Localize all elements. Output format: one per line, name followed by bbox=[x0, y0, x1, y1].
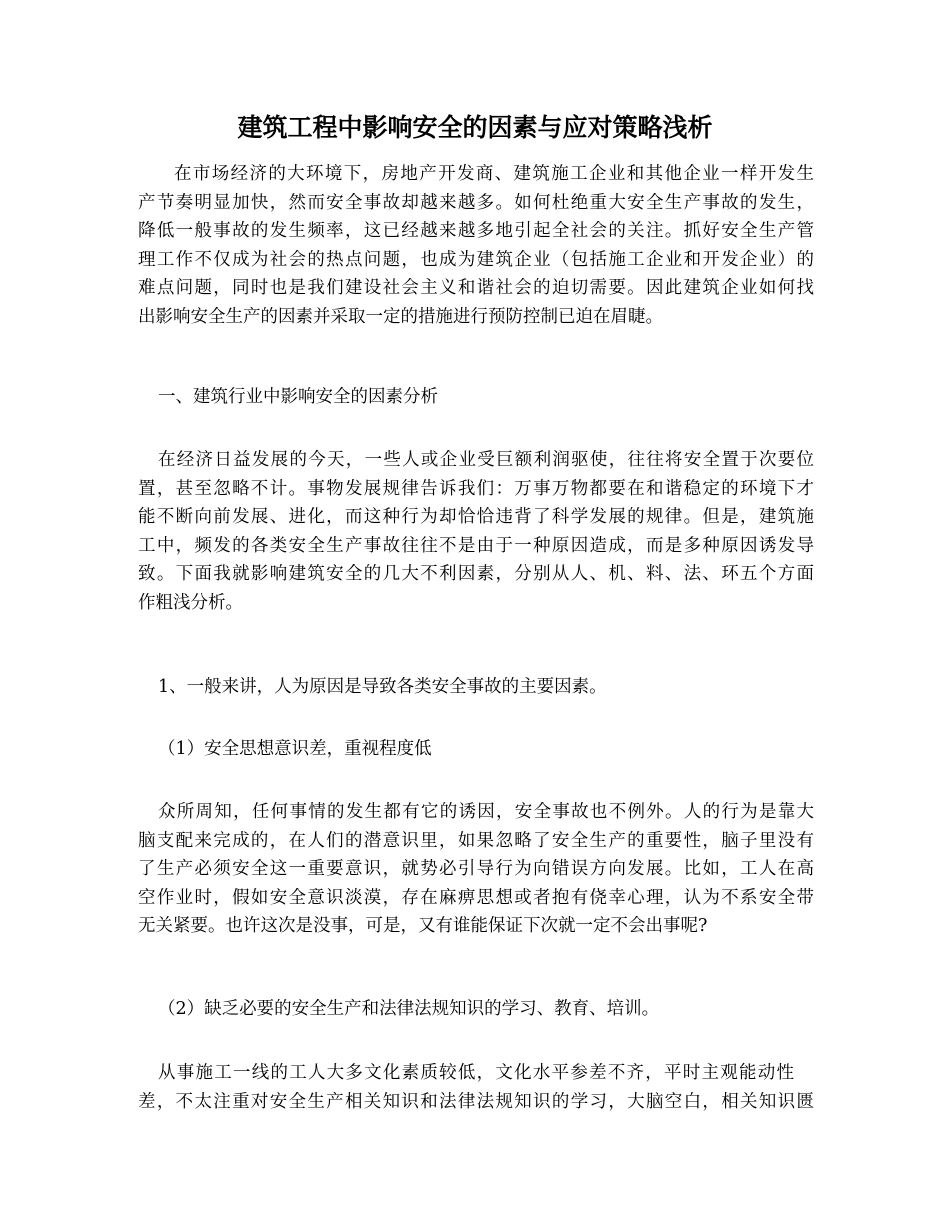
section1-line-5: 致。下面我就影响建筑安全的几大不利因素，分别从人、机、料、法、环五个方面 bbox=[138, 564, 814, 584]
section1-line-6: 作粗浅分析。 bbox=[138, 592, 243, 613]
subheading-2: （2）缺乏必要的安全生产和法律法规知识的学习、教育、培训。 bbox=[158, 999, 660, 1019]
sub1-line-4: 空作业时，假如安全意识淡漠，存在麻痹思想或者抱有侥幸心理，认为不系安全带 bbox=[138, 887, 814, 908]
section1-paragraph bbox=[138, 446, 814, 617]
sub1-line-5: 无关紧要。也许这次是没事，可是，又有谁能保证下次就一定不会出事呢? bbox=[138, 916, 708, 936]
intro-line-6: 出影响安全生产的因素并采取一定的措施进行预防控制已迫在眉睫。 bbox=[138, 306, 663, 327]
section1-line-3: 能不断向前发展、进化，而这种行为却恰恰违背了科学发展的规律。但是，建筑施 bbox=[138, 507, 814, 527]
sub1-line-2: 脑支配来完成的，在人们的潜意识里，如果忽略了安全生产的重要性，脑子里没有 bbox=[138, 830, 814, 851]
point-heading-1: 1、一般来讲，人为原因是导致各类安全事故的主要因素。 bbox=[158, 677, 607, 697]
section1-line-2: 置，甚至忽略不计。事物发展规律告诉我们：万事万物都要在和谐稳定的环境下才 bbox=[138, 478, 814, 499]
intro-line-3: 降低一般事故的发生频率，这已经越来越多地引起全社会的关注。抓好安全生产管 bbox=[138, 221, 814, 241]
intro-line-2: 产节奏明显加快，然而安全事故却越来越多。如何杜绝重大安全生产事故的发生， bbox=[138, 192, 814, 213]
sub2-paragraph bbox=[138, 1059, 814, 1116]
intro-line-1: 在市场经济的大环境下，房地产开发商、建筑施工企业和其他企业一样开发生 bbox=[174, 164, 814, 184]
sub2-line-2: 差，不太注重对安全生产相关知识和法律法规知识的学习，大脑空白，相关知识匮 bbox=[138, 1091, 814, 1112]
sub2-line-1: 从事施工一线的工人大多文化素质较低，文化水平参差不齐，平时主观能动性 bbox=[158, 1063, 794, 1083]
intro-line-5: 难点问题，同时也是我们建设社会主义和谐社会的迫切需要。因此建筑企业如何找 bbox=[138, 278, 814, 298]
document-title: 建筑工程中影响安全的因素与应对策略浅析 bbox=[237, 113, 713, 142]
section1-line-4: 工中，频发的各类安全生产事故往往不是由于一种原因造成，而是多种原因诱发导 bbox=[138, 535, 814, 556]
section-heading-1: 一、建筑行业中影响安全的因素分析 bbox=[158, 387, 438, 407]
sub1-line-1: 众所周知，任何事情的发生都有它的诱因，安全事故也不例外。人的行为是靠大 bbox=[158, 802, 814, 822]
intro-paragraph bbox=[138, 160, 814, 331]
sub1-paragraph bbox=[138, 798, 814, 941]
section1-line-1: 在经济日益发展的今天，一些人或企业受巨额利润驱使，往往将安全置于次要位 bbox=[158, 450, 814, 470]
sub1-line-3: 了生产必须安全这一重要意识，就势必引导行为向错误方向发展。比如，工人在高 bbox=[138, 859, 814, 879]
intro-line-4: 理工作不仅成为社会的热点问题，也成为建筑企业（包括施工企业和开发企业）的 bbox=[138, 249, 814, 270]
subheading-1: （1）安全思想意识差，重视程度低 bbox=[158, 739, 432, 759]
